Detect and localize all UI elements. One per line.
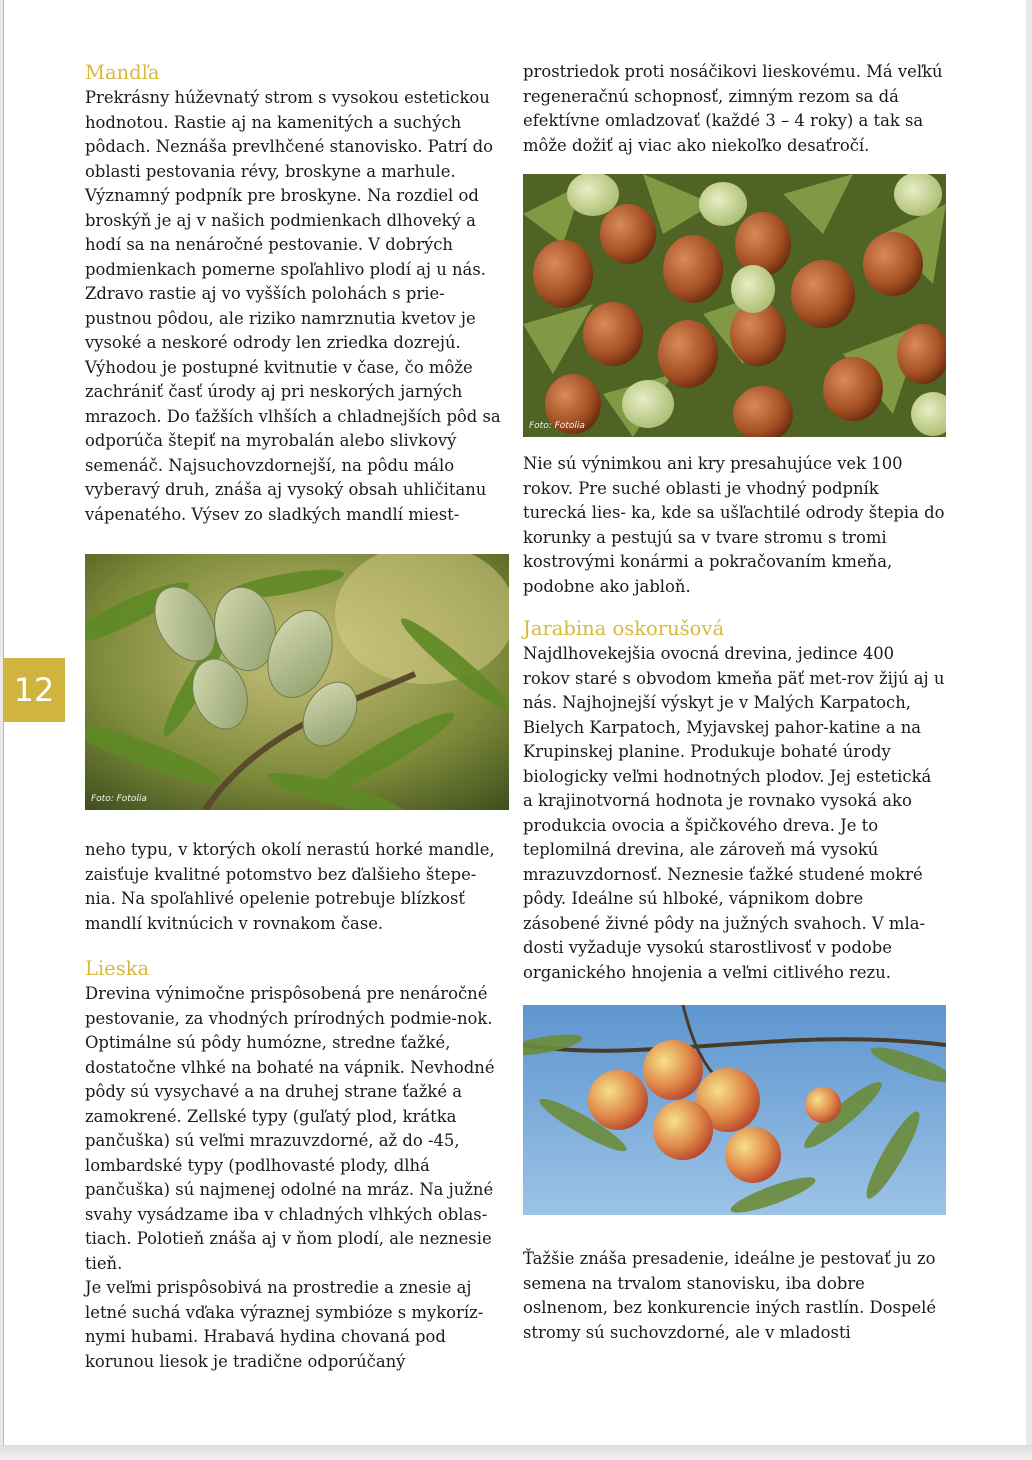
hazel-photo-credit: Foto: Fotolia: [529, 421, 585, 431]
almond-paragraph-2: neho typu, v ktorých okolí nerastú horké mandle, zaisťuje kvalitné potomstvo bez ďalšieho štepe-nia. Na spoľahlivé opelenie potrebuje blízkosť mandlí kvitnúcich v rovnakom čase.: [85, 840, 495, 933]
right-column: [523, 60, 945, 1345]
service-tree-photo: [523, 1005, 946, 1215]
almond-photo: [85, 554, 509, 810]
almond-paragraph-1: Prekrásny húževnatý strom s vysokou estetickou hodnotou. Rastie aj na kamenitých a suchých pôdach. Neznáša prevlhčené stanovisko. Patrí do oblasti pestovania révy, broskyne a marhule. Významný podpník pre broskyne. Na rozdiel od broskýň je aj v našich podmienkach dlhoveký a hodí sa na nenáročné pestovanie. V dobrých podmienkach pomerne spoľahlivo plodí aj u nás. Zdravo rastie aj vo vyšších polohách s prie-pustnou pôdou, ale riziko namrznutia kvetov je vysoké a neskoré odrody len zriedka dozrejú. Výhodou je postupné kvitnutie v čase, čo môže zachrániť časť úrody aj pri neskorých jarných mrazoch. Do ťažších vlhších a chladnejších pôd sa odporúča štepiť na myrobalán alebo slivkový semenáč. Najsuchovzdornejší, na pôdu málo vyberavý druh, znáša aj vysoký obsah uhličitanu vápenatého. Výsev zo sladkých mandlí miest-: [85, 88, 501, 524]
hazel-paragraph-3: prostriedok proti nosáčikovi lieskovému. Má veľkú regeneračnú schopnosť, zimným rezom sa dá efektívne omladzovať (každé 3 – 4 roky) a tak sa môže dožiť aj viac ako niekoľko desaťročí.: [523, 62, 943, 155]
almond-heading: Mandľa: [85, 61, 160, 84]
hazel-illustration: [523, 174, 946, 437]
almond-photo-credit: Foto: Fotolia: [91, 794, 147, 804]
hazel-heading: Lieska: [85, 957, 150, 980]
left-column: [85, 60, 505, 1374]
hazel-paragraph-4: Nie sú výnimkou ani kry presahujúce vek 100 rokov. Pre suché oblasti je vhodný podpník turecká lies- ka, kde sa ušľachtilé odrody štepia do korunky a pestujú sa v tvare stromu s tromi kostrovými konármi a pokračovaním kmeňa, podobne ako jabloň.: [523, 454, 945, 596]
hazel-paragraph-2: Je veľmi prispôsobivá na prostredie a znesie aj letné suchá vďaka výraznej symbióze s mykoríz-nymi hubami. Hrabavá hydina chovaná pod korunou liesok je tradične odporúčaný: [85, 1278, 484, 1371]
hazel-paragraph-1: Drevina výnimočne prispôsobená pre nenáročné pestovanie, za vhodných prírodných podmie-nok. Optimálne sú pôdy humózne, stredne ťažké, dostatočne vlhké na bohaté na vápnik. Nevhodné pôdy sú vysychavé a na druhej strane ťažké a zamokrené. Zellské typy (guľatý plod, krátka pančuška) sú veľmi mrazuvzdorné, až do -45, lombardské typy (podlhovasté plody, dlhá pančuška) sú najmenej odolné na mráz. Na južné svahy vysádzame iba v chladných vlhkých oblas-tiach. Polotieň znáša aj v ňom plodí, ale neznesie tieň.: [85, 984, 495, 1273]
service-tree-paragraph-1: Najdlhovekejšia ovocná drevina, jedince 400 rokov staré s obvodom kmeňa päť met-rov žijú aj u nás. Najhojnejší výskyt je v Malých Karpatoch, Bielych Karpatoch, Myjavskej pahor-katine a na Krupinskej planine. Produkuje bohaté úrody biologicky veľmi hodnotných plodov. Jej estetická a krajinotvorná hodnota je rovnako vysoká ako produkcia ovocia a špičkového dreva. Je to teplomilná drevina, ale zároveň má vysokú mrazuvzdornosť. Neznesie ťažké studené mokré pôdy. Ideálne sú hlboké, vápnikom dobre zásobené živné pôdy na južných svahoch. V mla-dosti vyžaduje vysokú starostlivosť v podobe organického hnojenia a veľmi citlivého rezu.: [523, 644, 945, 982]
page-shadow: [0, 1445, 1032, 1460]
service-tree-paragraph-2: Ťažšie znáša presadenie, ideálne je pestovať ju zo semena na trvalom stanovisku, iba dobre oslnenom, bez konkurencie iných rastlín. Dospelé stromy sú suchovzdorné, ale v mladosti: [523, 1249, 937, 1342]
hazel-photo: [523, 174, 946, 437]
page-number: 12: [13, 671, 55, 709]
page-number-badge: [3, 658, 65, 722]
service-tree-illustration: [523, 1005, 946, 1215]
almond-illustration: [85, 554, 509, 810]
service-tree-heading: Jarabina oskorušová: [523, 617, 725, 640]
